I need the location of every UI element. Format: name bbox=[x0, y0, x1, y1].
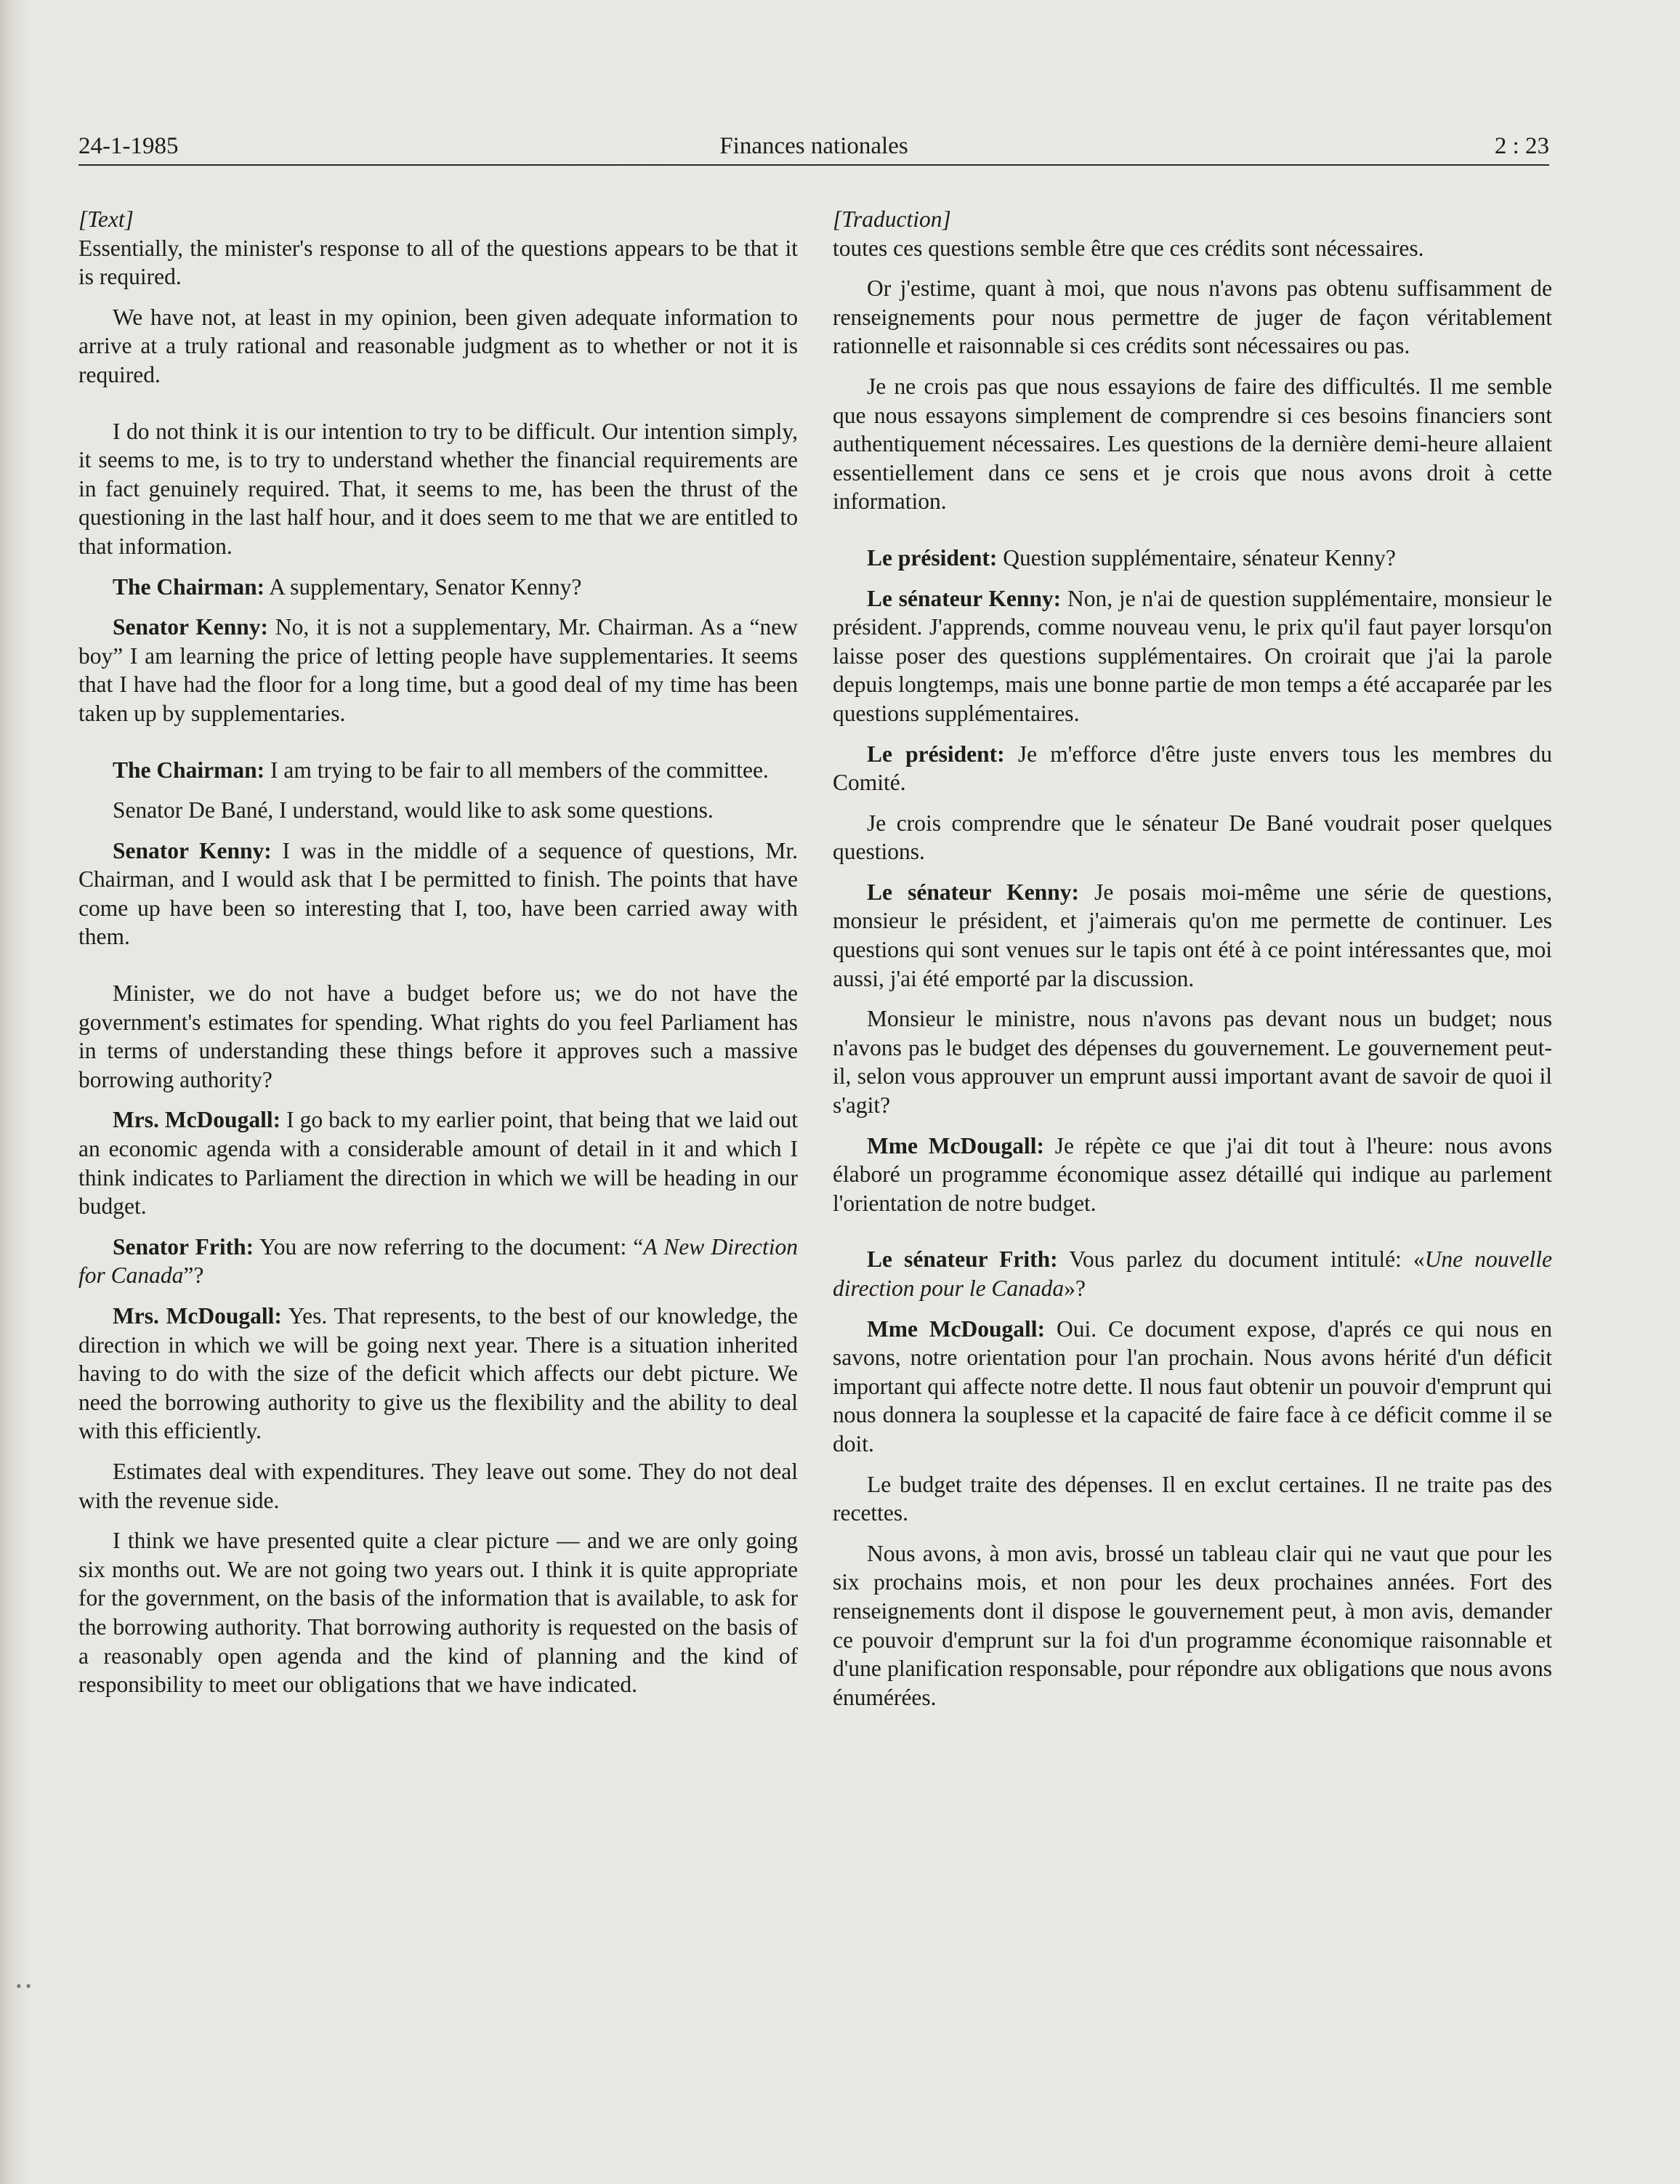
paragraph: Nous avons, à mon avis, brossé un tableau clair qui ne vaut que pour les six prochains mois, et non pour les deux prochaines années. Fort des renseignements dont il dispose le gouvernement peut, à mon avis, demander ce pouvoir d'emprunt sur la foi d'un programme économique raisonnable et d'une planification responsable, pour répondre aux obligations que nous avons énumérées. bbox=[833, 1540, 1552, 1710]
column-label: [Traduction] bbox=[833, 206, 951, 232]
paragraph: Je ne crois pas que nous essayions de faire des difficultés. Il me semble que nous essayons simplement de comprendre si ces besoins financiers sont authentiquement nécessaires. Les questions de la dernière demi-heure allaient essentiellement dans ce sens et je crois que nous avons droit à cette information. bbox=[833, 373, 1552, 515]
speaker-name: The Chairman: bbox=[113, 757, 265, 783]
paragraph: Senator Kenny: I was in the middle of a sequence of questions, Mr. Chairman, and I would ask that I be permitted to finish. The points that have come up have been so interesting that I, too, have been carried away with them. bbox=[78, 837, 799, 950]
speaker-name: Mme McDougall: bbox=[867, 1315, 1046, 1342]
header-date: 24-1-1985 bbox=[78, 133, 179, 159]
speaker-name: Mrs. McDougall: bbox=[113, 1107, 281, 1133]
header-page-number: 2 : 23 bbox=[1494, 133, 1549, 159]
document-title: A New Direction for Canada bbox=[78, 1233, 798, 1289]
paragraph: Estimates deal with expenditures. They leave out some. They do not deal with the revenue side. bbox=[78, 1458, 798, 1513]
paragraph: Senator Frith: You are now referring to the document: “A New Direction for Canada”? bbox=[78, 1233, 798, 1289]
paragraph: Le budget traite des dépenses. Il en exclut certaines. Il ne traite pas des recettes. bbox=[833, 1471, 1552, 1526]
paragraph: Mrs. McDougall: I go back to my earlier point, that being that we laid out an economic agenda with a considerable amount of detail in it and which I think indicates to Parliament the direction in which we will be heading in our budget. bbox=[78, 1107, 798, 1220]
speaker-name: Le sénateur Kenny: bbox=[867, 879, 1079, 905]
speaker-name: Senator Frith: bbox=[113, 1233, 254, 1260]
paragraph: Le président: Je m'efforce d'être juste envers tous les membres du Comité. bbox=[833, 741, 1553, 796]
speaker-name: Le sénateur Frith: bbox=[867, 1246, 1058, 1273]
paragraph: toutes ces questions semble être que ces crédits sont nécessaires. bbox=[833, 235, 1424, 261]
speaker-name: Le président: bbox=[867, 741, 1005, 767]
paragraph: Or j'estime, quant à moi, que nous n'avons pas obtenu suffisamment de renseignements pour nous permettre de juger de façon véritablement rationnelle et raisonnable si ces crédits sont nécessaires ou pas. bbox=[833, 275, 1552, 359]
paragraph: Minister, we do not have a budget before us; we do not have the government's estimates for spending. What rights do you feel Parliament has in terms of understanding these things before it approves such a massive borrowing authority? bbox=[78, 980, 798, 1092]
paragraph: We have not, at least in my opinion, been given adequate information to arrive at a truly rational and reasonable judgment as to whether or not it is required. bbox=[78, 304, 798, 387]
paragraph: Essentially, the minister's response to all of the questions appears to be that it is required. bbox=[78, 235, 798, 290]
margin-mark: • • bbox=[16, 1977, 31, 1995]
paragraph: I do not think it is our intention to try to be difficult. Our intention simply, it seems to me, is to try to understand whether the financial requirements are in fact genuinely required. That, it seems to me, has been the thrust of the questioning in the last half hour, and it does seem to me that we are entitled to that information. bbox=[78, 418, 798, 559]
page-header bbox=[78, 126, 1549, 166]
paragraph: Le président: Question supplémentaire, sénateur Kenny? bbox=[867, 544, 1396, 571]
document-title: Une nouvelle direction pour le Canada bbox=[833, 1246, 1552, 1301]
column-label: [Text] bbox=[78, 206, 134, 232]
speaker-name: Mme McDougall: bbox=[867, 1132, 1044, 1159]
french-column bbox=[833, 205, 1552, 1723]
paragraph: Mme McDougall: Je répète ce que j'ai dit tout à l'heure: nous avons élaboré un programme économique assez détaillé qui indique au parlement l'orientation de notre budget. bbox=[833, 1132, 1552, 1216]
paragraph: Le sénateur Frith: Vous parlez du document intitulé: «Une nouvelle direction pour le Canada»? bbox=[833, 1246, 1552, 1301]
paragraph: Le sénateur Kenny: Non, je n'ai de question supplémentaire, monsieur le président. J'apprends, comme nouveau venu, le prix qu'il faut payer lorsqu'on laisse poser des questions supplémentaires. On croirait que j'ai la parole depuis longtemps, mais une bonne partie de mon temps a été accaparée par les questions supplémentaires. bbox=[833, 585, 1553, 726]
paragraph: I think we have presented quite a clear picture — and we are only going six months out. We are not going two years out. I think it is quite appropriate for the government, on the basis of the information that is available, to ask for the borrowing authority. That borrowing authority is requested on the basis of a reasonably open agenda and the kind of planning and the kind of responsibility to meet our obligations that we have indicated. bbox=[78, 1528, 798, 1698]
paragraph: Mrs. McDougall: Yes. That represents, to the best of our knowledge, the direction in which we will be going next year. There is a situation inherited having to do with the size of the deficit which affects our debt picture. We need the borrowing authority to give us the flexibility and the ability to deal with this efficiently. bbox=[78, 1303, 798, 1444]
paragraph: Je crois comprendre que le sénateur De Bané voudrait poser quelques questions. bbox=[833, 810, 1552, 865]
speaker-name: Le sénateur Kenny: bbox=[867, 585, 1062, 611]
speaker-name: Mrs. McDougall: bbox=[113, 1303, 282, 1329]
paragraph: Monsieur le ministre, nous n'avons pas devant nous un budget; nous n'avons pas le budget des dépenses du gouvernement. Le gouvernement peut-il, selon vous approuver un emprunt aussi important avant de savoir de quoi il s'agit? bbox=[833, 1006, 1552, 1119]
speaker-name: Le président: bbox=[867, 544, 998, 571]
paragraph: Le sénateur Kenny: Je posais moi-même une série de questions, monsieur le président, et j'aimerais qu'on me permette de continuer. Les questions qui sont venues sur le tapis ont été à ce point intéressantes que, moi aussi, j'ai été emporté par la discussion. bbox=[833, 879, 1553, 991]
speaker-name: Senator Kenny: bbox=[113, 837, 272, 863]
header-title: Finances nationales bbox=[719, 133, 908, 159]
speaker-name: Senator Kenny: bbox=[113, 614, 269, 640]
speaker-name: The Chairman: bbox=[113, 573, 265, 600]
paragraph: The Chairman: A supplementary, Senator Kenny? bbox=[113, 573, 582, 600]
paragraph: Senator Kenny: No, it is not a supplementary, Mr. Chairman. As a “new boy” I am learning the price of letting people have supplementaries. It seems that I have had the floor for a long time, but a good deal of my time has been taken up by supplementaries. bbox=[78, 614, 798, 726]
paragraph: The Chairman: I am trying to be fair to all members of the committee. bbox=[113, 757, 769, 783]
paragraph: Senator De Bané, I understand, would like to ask some questions. bbox=[113, 797, 714, 823]
english-column bbox=[78, 205, 798, 1711]
paragraph: Mme McDougall: Oui. Ce document expose, d'aprés ce qui nous en savons, notre orientation pour l'an prochain. Nous avons hérité d'un déficit important qui affecte notre dette. Il nous faut obtenir un pouvoir d'emprunt qui nous donnera la souplesse et la capacité de faire face à ce déficit comme il se doit. bbox=[833, 1315, 1552, 1456]
